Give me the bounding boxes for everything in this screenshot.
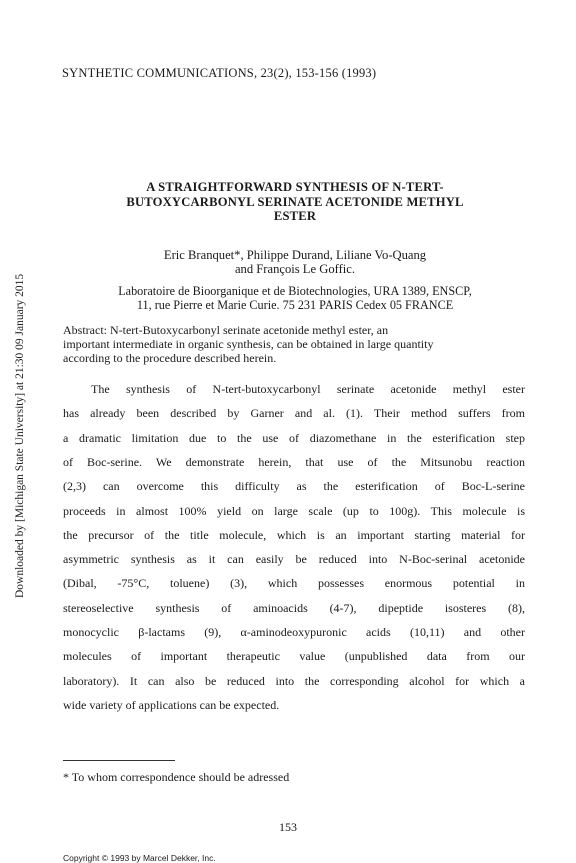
- body-line: (Dibal, -75°C, toluene) (3), which possesses enormous potential in: [63, 576, 525, 591]
- body-line: stereoselective synthesis of aminoacids (4-7), dipeptide isosteres (8),: [63, 600, 525, 615]
- download-watermark: Downloaded by [Michigan State University] at 21:30 09 January 2015: [14, 273, 26, 598]
- body-line: the precursor of the title molecule, which is an important starting material for: [63, 527, 525, 542]
- page-number: 153: [279, 820, 297, 834]
- body-line: The synthesis of N-tert-butoxycarbonyl serinate acetonide methyl ester: [91, 382, 525, 396]
- affiliation-line: Laboratoire de Bioorganique et de Biotechnologies, URA 1389, ENSCP,: [118, 284, 472, 298]
- abstract-line: important intermediate in organic synthesis, can be obtained in large quantity: [63, 337, 434, 351]
- title-line: ESTER: [273, 209, 317, 223]
- body-line: proceeds in almost 100% yield on large scale (up to 100g). This molecule is: [63, 503, 525, 518]
- body-line: molecules of important therapeutic value (unpublished data from our: [63, 649, 525, 664]
- body-line: monocyclic β-lactams (9), α-aminodeoxypuronic acids (10,11) and other: [63, 625, 525, 639]
- body-line: wide variety of applications can be expected.: [63, 697, 280, 712]
- article-title: [80, 180, 510, 224]
- author-list: [80, 248, 510, 276]
- abstract: [63, 323, 525, 365]
- body-line: of Boc-serine. We demonstrate herein, that use of the Mitsunobu reaction: [63, 454, 525, 469]
- abstract-line: Abstract: N-tert-Butoxycarbonyl serinate acetonide methyl ester, an: [63, 323, 389, 337]
- title-line: BUTOXYCARBONYL SERINATE ACETONIDE METHYL: [126, 194, 464, 209]
- body-line: (2,3) can overcome this difficulty as the esterification of Boc-L-serine: [63, 479, 525, 494]
- footnote-rule: [63, 760, 175, 761]
- abstract-line: according to the procedure described herein.: [63, 351, 277, 365]
- body-line: laboratory). It can also be reduced into the corresponding alcohol for which a: [63, 673, 525, 688]
- affiliation: [70, 284, 520, 312]
- copyright-notice: Copyright © 1993 by Marcel Dekker, Inc.: [63, 853, 216, 863]
- body-line: a dramatic limitation due to the use of diazomethane in the esterification step: [63, 430, 525, 445]
- journal-header: SYNTHETIC COMMUNICATIONS, 23(2), 153-156 (1993): [62, 66, 377, 80]
- body-line: has already been described by Garner and al. (1). Their method suffers from: [63, 406, 525, 421]
- title-line: A STRAIGHTFORWARD SYNTHESIS OF N-TERT-: [146, 180, 444, 194]
- body-line: asymmetric synthesis as it can easily be reduced into N-Boc-serinal acetonide: [63, 552, 525, 567]
- author-line: Eric Branquet*, Philippe Durand, Liliane Vo-Quang: [163, 248, 427, 262]
- affiliation-line: 11, rue Pierre et Marie Curie. 75 231 PARIS Cedex 05 FRANCE: [136, 298, 454, 312]
- author-line: and François Le Goffic.: [234, 262, 356, 276]
- footnote: * To whom correspondence should be adressed: [63, 770, 290, 784]
